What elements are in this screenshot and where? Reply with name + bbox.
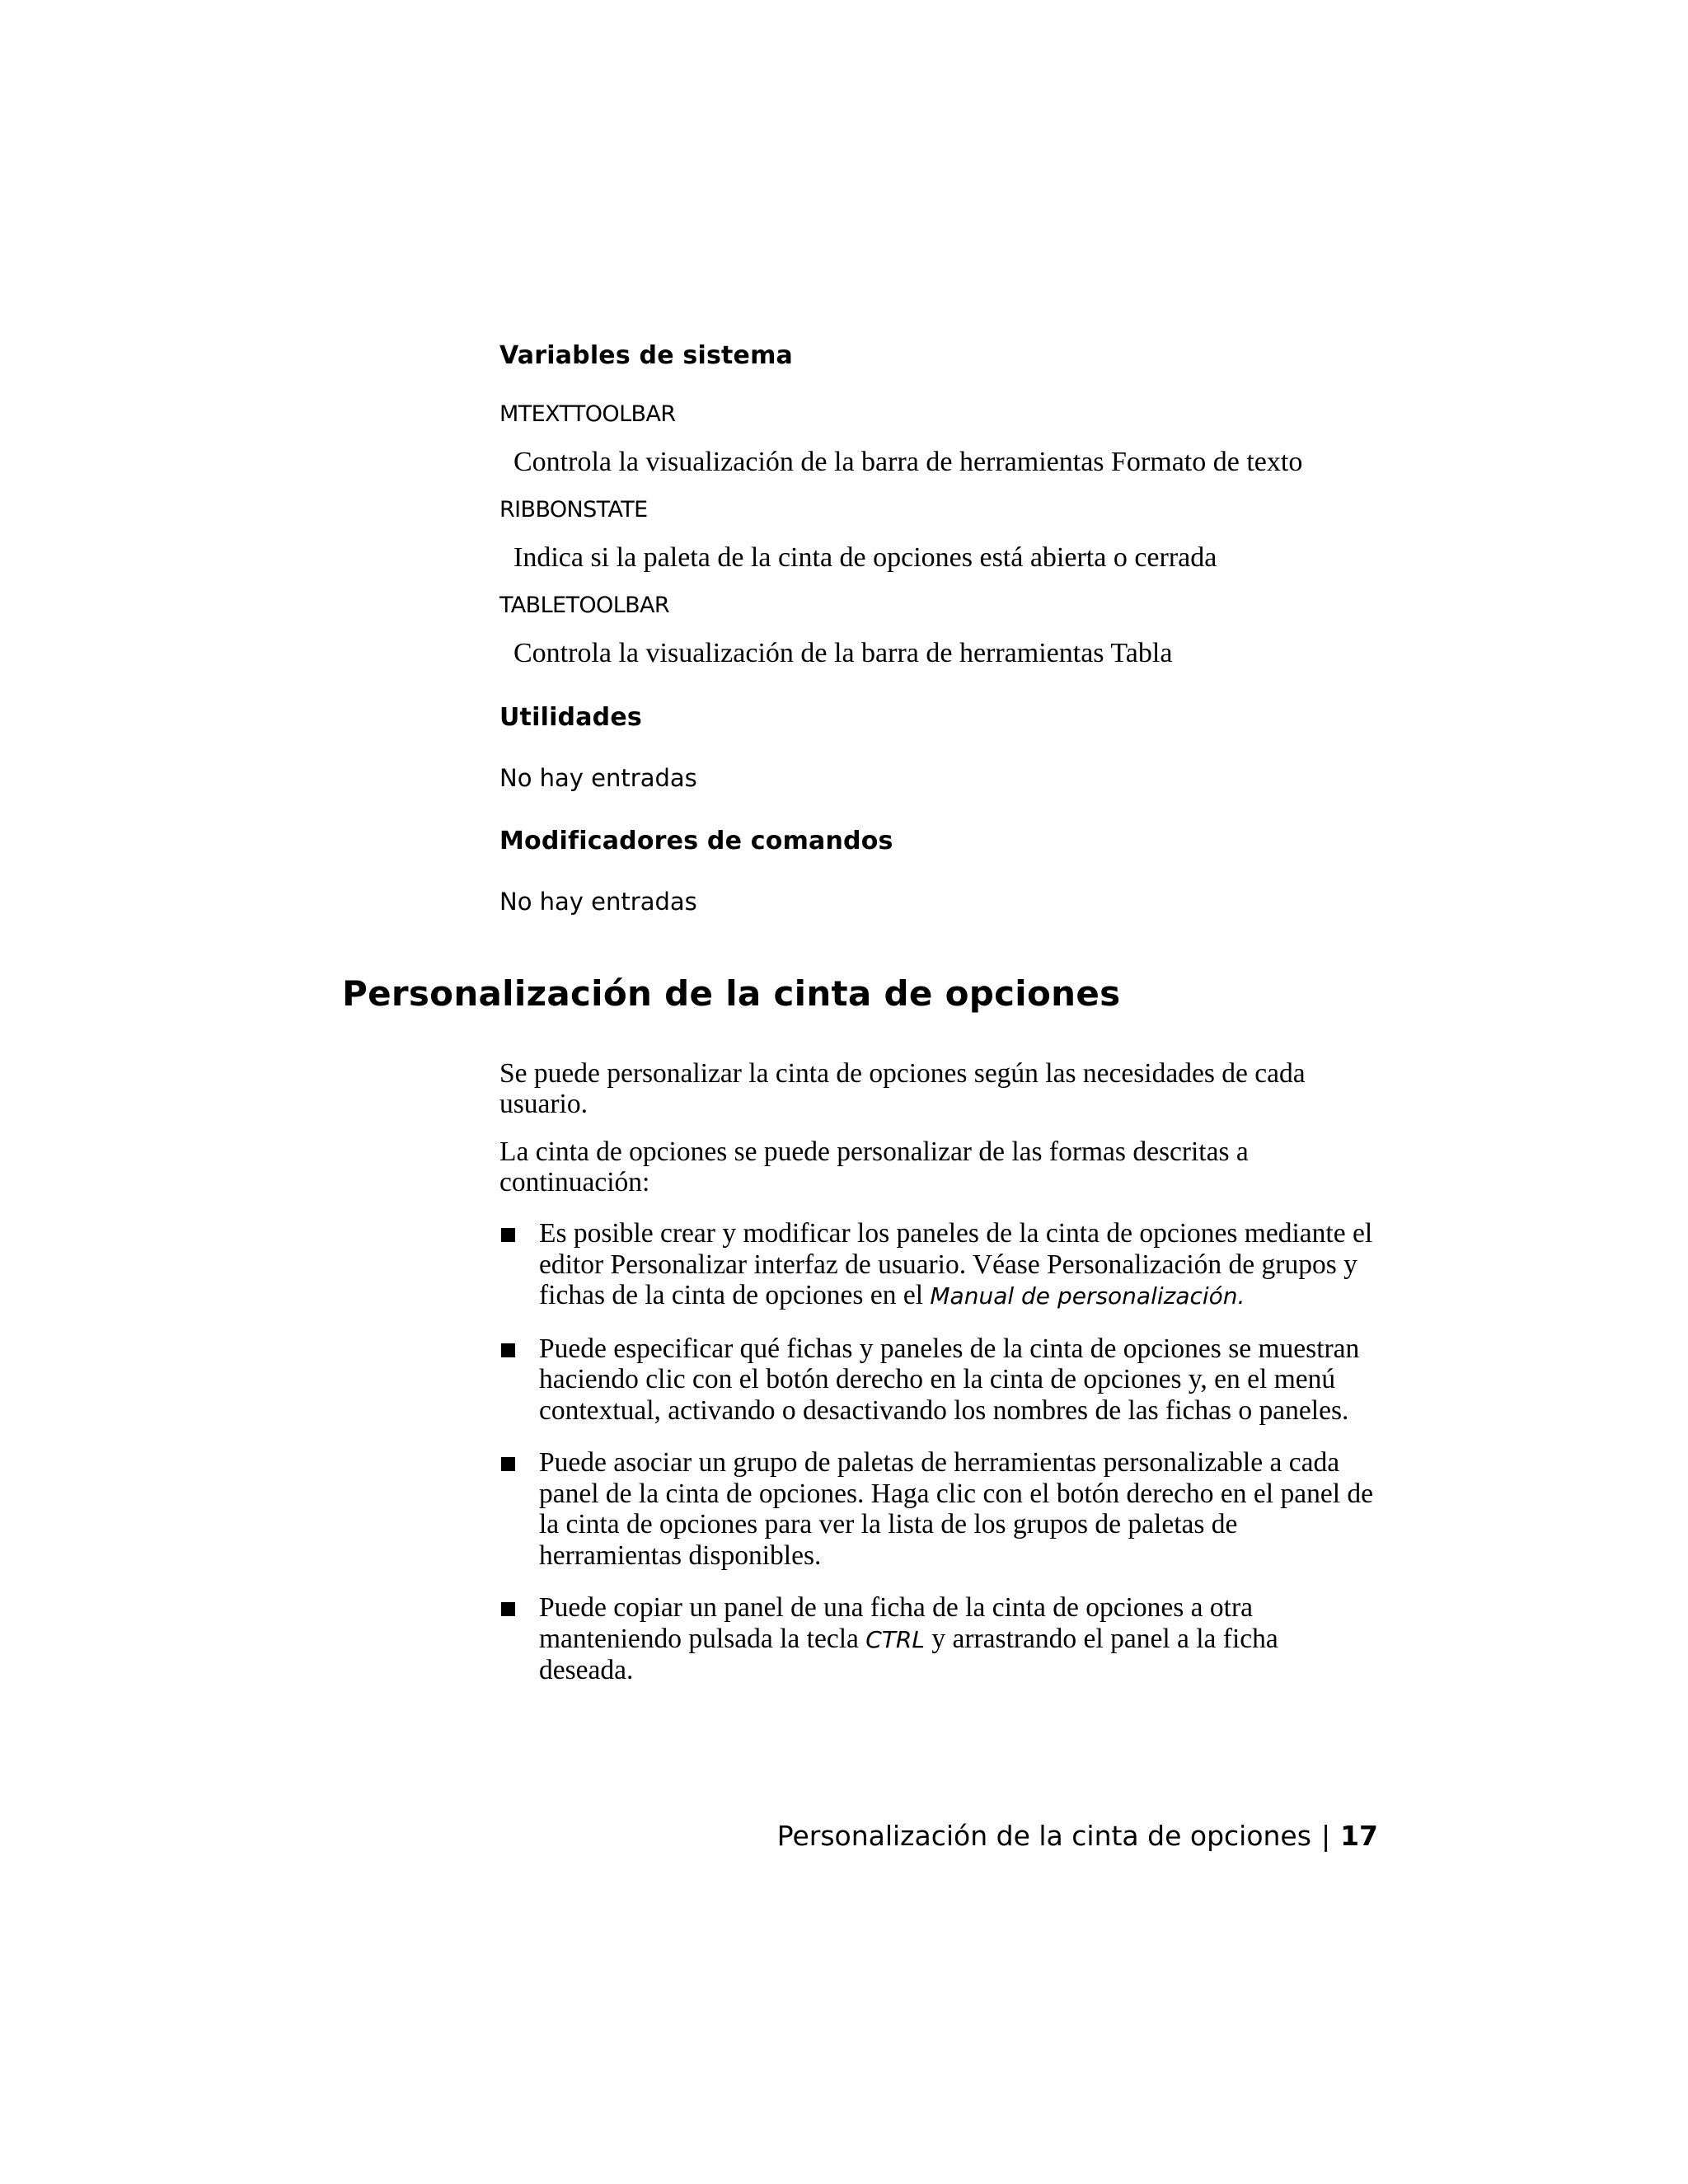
bullet-item xyxy=(499,1447,1378,1571)
bullet-item xyxy=(499,1592,1378,1686)
square-bullet-icon xyxy=(501,1228,515,1242)
bullet-text: Puede copiar un panel de una ficha de la cinta de opciones a otra manteniendo pulsada la tecla xyxy=(539,1592,1253,1654)
system-variables-heading: Variables de sistema xyxy=(499,341,794,370)
variable-description-tabletoolbar: Controla la visualización de la barra de herramientas Tabla xyxy=(513,638,1173,668)
section-paragraph: La cinta de opciones se puede personalizar de las formas descritas a continuación: xyxy=(499,1137,1249,1197)
utilities-text: No hay entradas xyxy=(499,764,697,792)
key-name: CTRL xyxy=(865,1625,925,1653)
utilities-heading: Utilidades xyxy=(499,703,642,732)
bullet-item xyxy=(499,1218,1378,1312)
variable-name-ribbonstate: RIBBONSTATE xyxy=(499,497,648,523)
variable-name-mtexttoolbar: MTEXTTOOLBAR xyxy=(499,401,676,427)
bullet-text: Es posible crear y modificar los paneles de la cinta de opciones mediante el editor Personalizar interfaz de usuario. Véase Personalización de grupos y fichas de la cinta de opciones en el xyxy=(539,1218,1373,1310)
bullet-text: Puede especificar qué fichas y paneles de la cinta de opciones se muestran haciendo clic con el botón derecho en la cinta de opciones y, en el menú contextual, activando o desactivando los nombres de las fichas o paneles. xyxy=(539,1333,1360,1426)
manual-reference: Manual de personalización. xyxy=(930,1282,1245,1310)
page-footer xyxy=(777,1820,1378,1852)
square-bullet-icon xyxy=(501,1457,515,1471)
footer-separator: | xyxy=(1320,1820,1331,1852)
command-modifiers-text: No hay entradas xyxy=(499,888,697,916)
section-paragraph: Se puede personalizar la cinta de opciones según las necesidades de cada usuario. xyxy=(499,1058,1306,1119)
bullet-text: Puede asociar un grupo de paletas de herramientas personalizable a cada panel de la cinta de opciones. Haga clic con el botón derecho en el panel de la cinta de opciones para ver la lista de los grupos de paletas de herramientas disponibles. xyxy=(539,1447,1374,1571)
variable-description-ribbonstate: Indica si la paleta de la cinta de opciones está abierta o cerrada xyxy=(513,542,1217,573)
footer-title: Personalización de la cinta de opciones xyxy=(776,1820,1311,1852)
bullet-text-continued: y arrastrando el panel a la ficha deseada. xyxy=(539,1623,1278,1685)
bullet-list xyxy=(499,1218,1378,1708)
square-bullet-icon xyxy=(501,1343,515,1357)
bullet-item xyxy=(499,1333,1378,1427)
variable-name-tabletoolbar: TABLETOOLBAR xyxy=(499,593,670,618)
command-modifiers-heading: Modificadores de comandos xyxy=(499,827,893,855)
section-title: Personalización de la cinta de opciones xyxy=(342,973,1121,1014)
variable-description-mtexttoolbar: Controla la visualización de la barra de herramientas Formato de texto xyxy=(513,447,1303,477)
square-bullet-icon xyxy=(501,1602,515,1616)
page-number: 17 xyxy=(1340,1820,1378,1852)
